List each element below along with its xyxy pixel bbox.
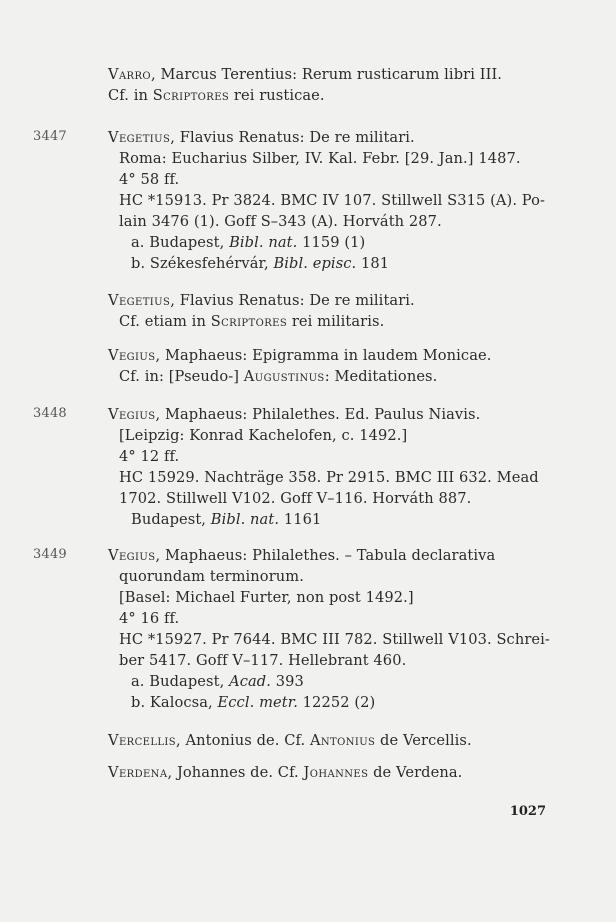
entry-line: Varro, Marcus Terentius: Rerum rusticarum libri III.: [108, 66, 503, 83]
entry-line: Vegius, Maphaeus: Philalethes. Ed. Paulus Niavis.: [108, 406, 481, 423]
entry-heading: Vegius: [108, 347, 156, 364]
entry-line: 4° 12 ff.: [119, 448, 180, 465]
entry-line: 1702. Stillwell V102. Goff V–116. Horváth 887.: [119, 490, 472, 507]
entry-heading: Varro: [108, 66, 152, 83]
entry-heading: Vegius: [108, 547, 156, 564]
entry-line: HC *15913. Pr 3824. BMC IV 107. Stillwell S315 (A). Po-: [119, 192, 546, 209]
entry-heading: Vercellis: [108, 732, 177, 749]
entry-line: quorundam terminorum.: [119, 568, 304, 585]
entry-line: HC *15927. Pr 7644. BMC III 782. Stillwell V103. Schrei-: [119, 631, 550, 648]
holding-line: a. Budapest, Bibl. nat. 1159 (1): [131, 234, 366, 251]
page-number: 1027: [509, 804, 546, 819]
entry-line: Vegetius, Flavius Renatus: De re militari.: [108, 292, 415, 309]
entry-line: HC 15929. Nachträge 358. Pr 2915. BMC III 632. Mead: [119, 469, 539, 486]
entry-line: Cf. in: [Pseudo-] Augustinus: Meditationes.: [119, 368, 438, 385]
entry-line: ber 5417. Goff V–117. Hellebrant 460.: [119, 652, 407, 669]
entry-heading: Vegius: [108, 406, 156, 423]
entry-number: 3449: [33, 547, 67, 562]
entry-heading: Vegetius: [108, 129, 171, 146]
holding-line: b. Székesfehérvár, Bibl. episc. 181: [131, 255, 390, 272]
entry-heading: Vegetius: [108, 292, 171, 309]
entry-line: lain 3476 (1). Goff S–343 (A). Horváth 287.: [119, 213, 442, 230]
entry-line: Vercellis, Antonius de. Cf. Antonius de Vercellis.: [108, 732, 472, 749]
entry-heading: Verdena: [108, 764, 168, 781]
entry-line: Cf. in Scriptores rei rusticae.: [108, 87, 325, 104]
entry-line: Verdena, Johannes de. Cf. Johannes de Verdena.: [108, 764, 463, 781]
entry-line: Vegius, Maphaeus: Philalethes. – Tabula declarativa: [108, 547, 496, 564]
entry-line: 4° 16 ff.: [119, 610, 180, 627]
entry-number: 3448: [33, 406, 67, 421]
entry-line: [Leipzig: Konrad Kachelofen, c. 1492.]: [119, 427, 408, 444]
holding-line: a. Budapest, Acad. 393: [131, 673, 304, 690]
entry-line: Vegetius, Flavius Renatus: De re militari.: [108, 129, 415, 146]
entry-line: 4° 58 ff.: [119, 171, 180, 188]
entry-line: Roma: Eucharius Silber, IV. Kal. Febr. [29. Jan.] 1487.: [119, 150, 521, 167]
entry-line: Cf. etiam in Scriptores rei militaris.: [119, 313, 385, 330]
entry-line: [Basel: Michael Furter, non post 1492.]: [119, 589, 414, 606]
holding-line: Budapest, Bibl. nat. 1161: [131, 511, 322, 528]
holding-line: b. Kalocsa, Eccl. metr. 12252 (2): [131, 694, 376, 711]
entry-line: Vegius, Maphaeus: Epigramma in laudem Monicae.: [108, 347, 492, 364]
entry-number: 3447: [33, 129, 67, 144]
